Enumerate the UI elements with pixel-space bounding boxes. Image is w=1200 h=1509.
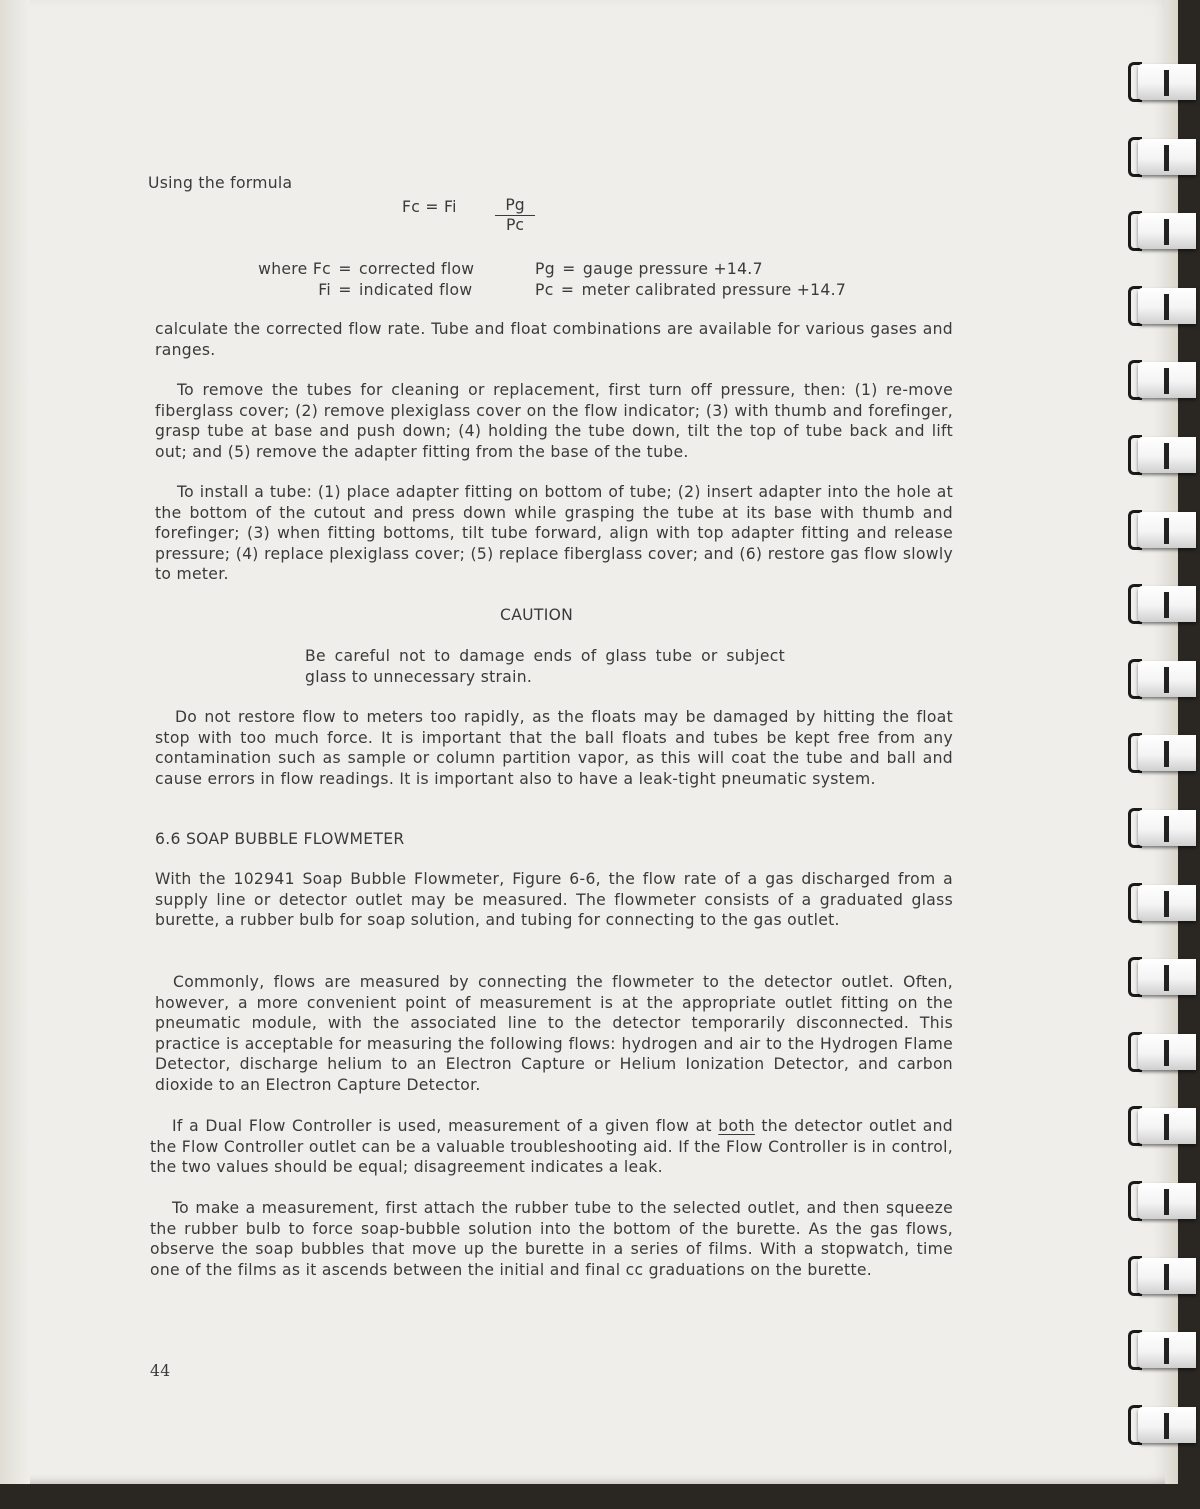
- caution-heading: CAUTION: [500, 606, 574, 624]
- binder-ring: [1128, 584, 1194, 624]
- binder-ring: [1128, 1106, 1194, 1146]
- definition-pg: Pg = gauge pressure +14.7: [535, 260, 763, 278]
- formula-lhs: Fc = Fi: [402, 198, 457, 216]
- section-heading: 6.6 SOAP BUBBLE FLOWMETER: [155, 830, 405, 848]
- page-number: 44: [150, 1362, 171, 1380]
- paragraph-dual-flow: If a Dual Flow Controller is used, measurement of a given flow at both the detector outlet and the Flow Controller outlet can be a valuable troubleshooting aid. If the Flow Controller is in control, the two values should be equal; disagreement indicates a leak.: [150, 1117, 954, 1176]
- paragraph-install-tube: To install a tube: (1) place adapter fitting on bottom of tube; (2) insert adapter into the hole at the bottom of the cutout and press down while grasping the tube at its base with thumb and forefinger; (3) when fitting bottoms, tilt tube forward, align with top adapter fitting and release pressure; (4) replace plexiglass cover; (5) replace fiberglass cover; and (6) restore gas flow slowly to meter.: [155, 483, 953, 583]
- binder-ring: [1128, 1256, 1194, 1296]
- definition-pc: Pc = meter calibrated pressure +14.7: [535, 280, 847, 299]
- binder-ring: [1128, 510, 1194, 550]
- definitions-right: [535, 259, 846, 300]
- binder-ring: [1128, 1405, 1194, 1445]
- binder-ring: [1128, 1032, 1194, 1072]
- formula-fraction: [495, 196, 535, 235]
- paragraph-soap-bubble: With the 102941 Soap Bubble Flowmeter, Figure 6-6, the flow rate of a gas discharged from a supply line or detector outlet may be measured. The flowmeter consists of a graduated glass burette, a rubber bulb for soap solution, and tubing for connecting to the gas outlet.: [155, 870, 953, 929]
- binder-ring: [1128, 733, 1194, 773]
- emphasis-both: both: [718, 1117, 755, 1135]
- binder-ring: [1128, 808, 1194, 848]
- binder-ring: [1128, 435, 1194, 475]
- intro-text: Using the formula: [148, 174, 293, 192]
- paragraph-calculate: calculate the corrected flow rate. Tube and float combinations are available for various gases and ranges.: [155, 320, 953, 359]
- binder-ring: [1128, 1330, 1194, 1370]
- paragraph-measurement: To make a measurement, first attach the rubber tube to the selected outlet, and then squeeze the rubber bulb to force soap-bubble solution into the bottom of the burette. As the gas flows, observe the soap bubbles that move up the burette in a series of films. With a stopwatch, time one of the films as it ascends between the initial and final cc graduations on the burette.: [150, 1199, 953, 1279]
- caution-text: Be careful not to damage ends of glass tube or subject glass to unnecessary strain.: [305, 647, 785, 686]
- definition-fc: where Fc = corrected flow: [258, 260, 475, 278]
- formula-numerator: Pg: [495, 196, 535, 216]
- definitions-left: [228, 259, 474, 300]
- binder-ring: [1128, 211, 1194, 251]
- binder-ring: [1128, 957, 1194, 997]
- binder-ring: [1128, 1181, 1194, 1221]
- binder-ring: [1128, 360, 1194, 400]
- definition-fi: Fi = indicated flow: [318, 280, 473, 299]
- binder-ring: [1128, 137, 1194, 177]
- formula-denominator: Pc: [506, 216, 524, 234]
- paragraph-restore-flow: Do not restore flow to meters too rapidly, as the floats may be damaged by hitting the float stop with too much force. It is important that the ball floats and tubes be kept free from any contamination such as sample or column partition vapor, as this will coat the tube and ball and cause errors in flow readings. It is important also to have a leak-tight pneumatic system.: [155, 708, 953, 788]
- binder-ring: [1128, 286, 1194, 326]
- paragraph-commonly: Commonly, flows are measured by connecting the flowmeter to the detector outlet. Often, however, a more convenient point of measurement is at the appropriate outlet fitting on the pneumatic module, with the associated line to the detector temporarily disconnected. This practice is acceptable for measuring the following flows: hydrogen and air to the Hydrogen Flame Detector, discharge helium to an Electron Capture or Helium Ionization Detector, and carbon dioxide to an Electron Capture Detector.: [155, 973, 953, 1094]
- page-edge-left: [0, 0, 30, 1484]
- binder-ring: [1128, 659, 1194, 699]
- paragraph-remove-tubes: To remove the tubes for cleaning or replacement, first turn off pressure, then: (1) re-move fiberglass cover; (2) remove plexiglass cover on the flow indicator; (3) with thumb and forefinger, grasp tube at base and push down; (4) holding the tube down, tilt the top of tube back and lift out; and (5) remove the adapter fitting from the base of the tube.: [155, 381, 953, 461]
- binder-ring: [1128, 62, 1194, 102]
- binder-ring: [1128, 883, 1194, 923]
